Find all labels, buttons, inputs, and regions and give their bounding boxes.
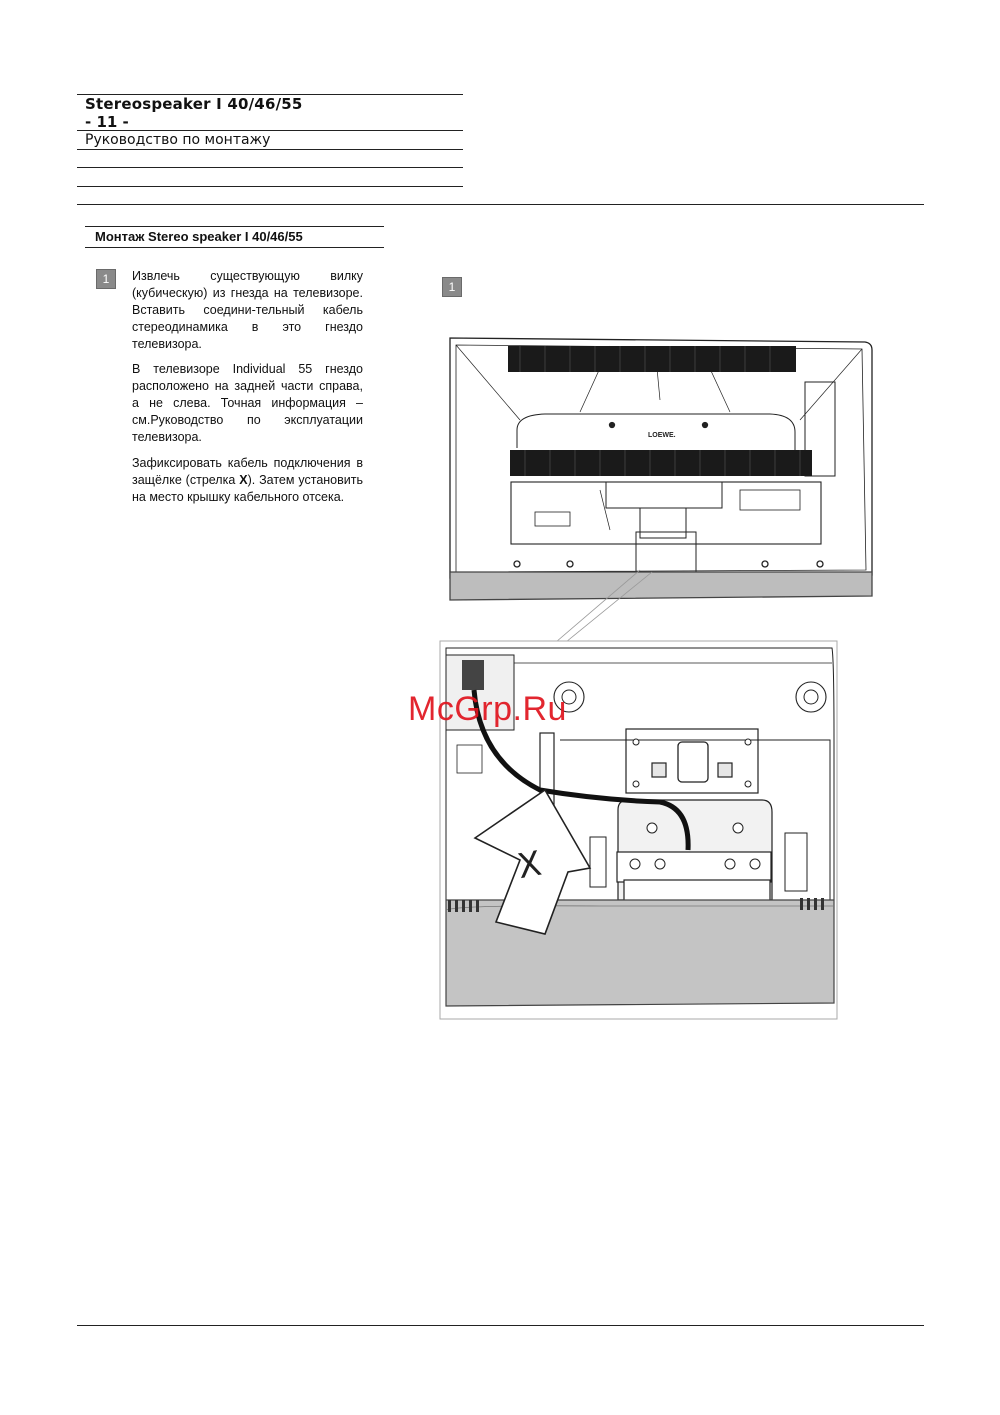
footer-rule xyxy=(77,1325,924,1326)
callout-label-x: X xyxy=(514,843,545,888)
step-badge: 1 xyxy=(96,269,116,289)
instruction-text-3b: ). Затем установить на место крышку кабельного отсека. xyxy=(132,473,363,504)
instruction-paragraph-1: Извлечь существующую вилку (кубическую) из гнезда на телевизоре. Вставить соедини-тельный кабель стереодинамика в это гнездо телевизора. xyxy=(132,269,363,351)
arrow-label-ref: X xyxy=(239,473,248,487)
instruction-text-3a: Зафиксировать кабель подключения в защёлке (стрелка xyxy=(132,456,363,487)
document-subtitle: Руководство по монтажу xyxy=(85,132,271,148)
figure-step-badge: 1 xyxy=(442,277,462,297)
section-heading: Монтаж Stereo speaker I 40/46/55 xyxy=(95,229,303,244)
speaker-connector xyxy=(462,660,484,690)
page-number: - 11 - xyxy=(85,113,129,131)
watermark: McGrp.Ru xyxy=(408,690,567,728)
document-title: Stereospeaker I 40/46/55 xyxy=(85,95,303,113)
instruction-paragraph-2: В телевизоре Individual 55 гнездо расположено на задней части справа, а не слева. Точная информация – см.Руководство по эксплуатации телевизора. xyxy=(132,362,363,444)
brand-mark: LOEWE. xyxy=(648,432,676,439)
